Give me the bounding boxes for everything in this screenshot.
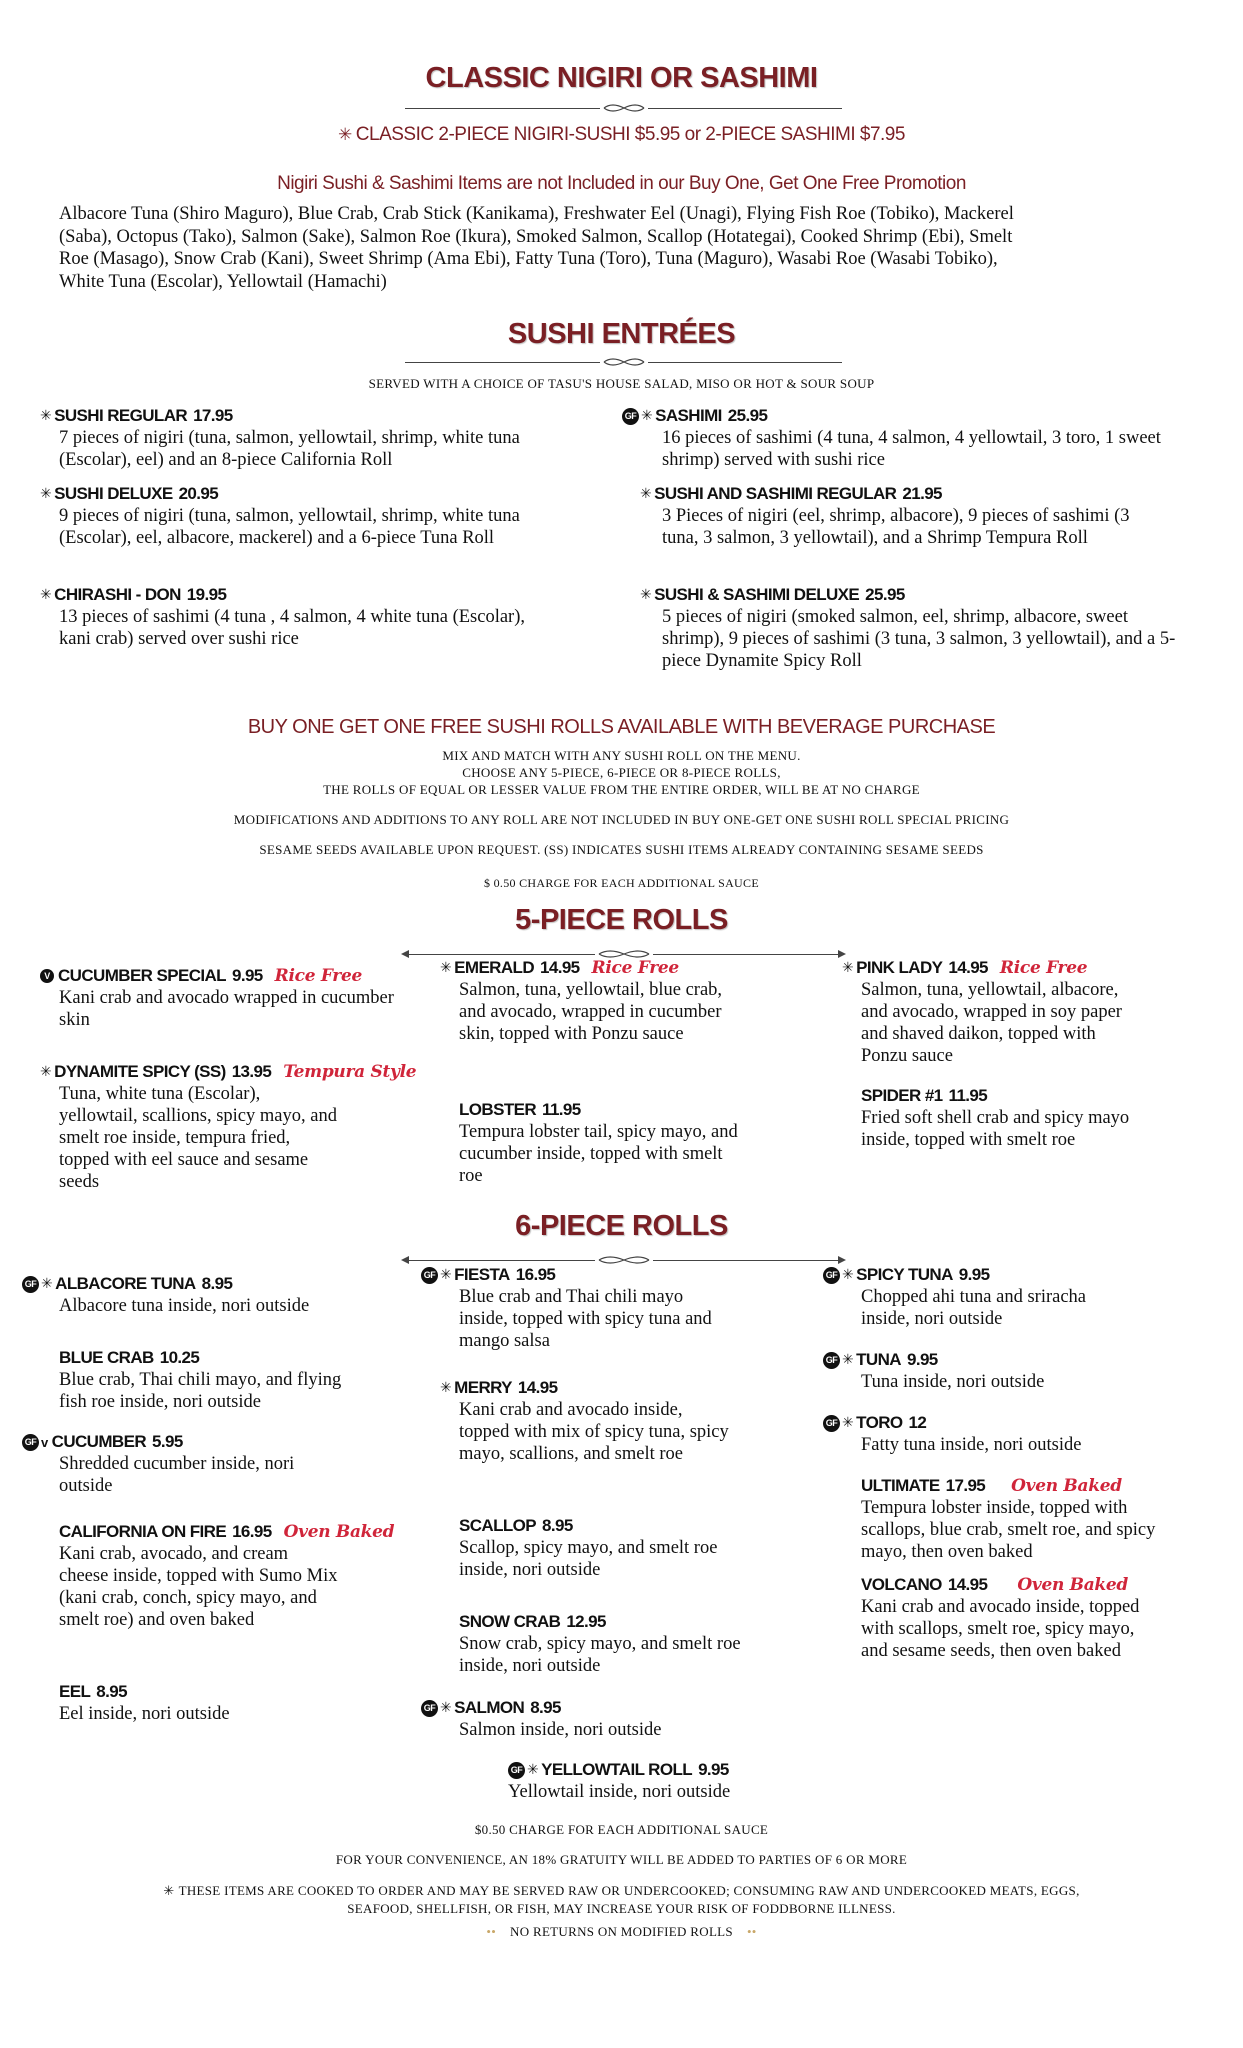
roll-salmon: GF ✳ SALMON 8.95 Salmon inside, nori outside bbox=[421, 1698, 771, 1741]
footer-raw-warning: ✳ THESE ITEMS ARE COOKED TO ORDER AND MAY BE SERVED RAW OR UNDERCOOKED; CONSUMING RAW AND UNDERCOOKED MEATS, EGGS, SEAFOOD, SHELLFISH, OR FISH, MAY INCREASE YOUR RISK OF FODDBORNE ILLNESS. bbox=[163, 1883, 1080, 1916]
snowflake-icon: ✳ bbox=[842, 960, 854, 976]
footer-gratuity: FOR YOUR CONVENIENCE, AN 18% GRATUITY WILL BE ADDED TO PARTIES OF 6 OR MORE bbox=[335, 1852, 908, 1867]
roll-pink-lady: ✳ PINK LADY 14.95 Rice Free Salmon, tuna, yellowtail, albacore, and avocado, wrapped in soy paper and shaved daikon, topped with Ponzu sauce bbox=[842, 958, 1122, 1066]
nigiri-subtitle: ✳ CLASSIC 2-PIECE NIGIRI-SUSHI $5.95 or 2-PIECE SASHIMI $7.95 bbox=[338, 124, 905, 145]
gluten-free-icon: GF bbox=[823, 1415, 840, 1432]
modifications-note: MODIFICATIONS AND ADDITIONS TO ANY ROLL ARE NOT INCLUDED IN BUY ONE-GET ONE SUSHI ROLL SPECIAL PRICING bbox=[233, 812, 1010, 827]
roll-tuna: GF ✳ TUNA 9.95 Tuna inside, nori outside bbox=[823, 1350, 1183, 1393]
roll-merry: ✳ MERRY 14.95 Kani crab and avocado inside, topped with mix of spicy tuna, spicy mayo, scallions, and smelt roe bbox=[440, 1378, 729, 1464]
snowflake-icon: ✳ bbox=[40, 1064, 52, 1080]
dots-ornament-icon: •• bbox=[486, 1924, 497, 1939]
snowflake-icon: ✳ bbox=[41, 1276, 53, 1292]
snowflake-icon: ✳ bbox=[440, 1700, 452, 1716]
roll-snow-crab: SNOW CRAB 12.95 Snow crab, spicy mayo, and smelt roe inside, nori outside bbox=[459, 1612, 741, 1676]
roll-eel: EEL 8.95 Eel inside, nori outside bbox=[59, 1682, 230, 1724]
bogo-promo-rules: MIX AND MATCH WITH ANY SUSHI ROLL ON THE MENU. CHOOSE ANY 5-PIECE, 6-PIECE OR 8-PIECE ROLLS, THE ROLLS OF EQUAL OR LESSER VALUE FROM THE ENTIRE ORDER, WILL BE AT NO CHARGE bbox=[323, 748, 920, 797]
gluten-free-icon: GF bbox=[622, 408, 639, 425]
five-piece-title: 5-PIECE ROLLS bbox=[515, 904, 728, 936]
gluten-free-icon: GF bbox=[421, 1700, 438, 1717]
roll-yellowtail: GF ✳ YELLOWTAIL ROLL 9.95 Yellowtail inside, nori outside bbox=[508, 1760, 731, 1802]
footer-no-returns: •• NO RETURNS ON MODIFIED ROLLS •• bbox=[486, 1924, 757, 1939]
snowflake-icon: ✳ bbox=[842, 1267, 854, 1283]
roll-blue-crab: BLUE CRAB 10.25 Blue crab, Thai chili mayo, and flying fish roe inside, nori outside bbox=[59, 1348, 342, 1412]
snowflake-icon: ✳ bbox=[527, 1762, 539, 1778]
snowflake-icon: ✳ bbox=[338, 125, 352, 145]
gluten-free-icon: GF bbox=[421, 1267, 438, 1284]
roll-emerald: ✳ EMERALD 14.95 Rice Free Salmon, tuna, yellowtail, blue crab, and avocado, wrapped in cucumber skin, topped with Ponzu sauce bbox=[440, 958, 723, 1044]
roll-cucumber: GF v CUCUMBER 5.95 Shredded cucumber inside, nori outside bbox=[22, 1432, 382, 1497]
dots-ornament-icon: •• bbox=[746, 1924, 757, 1939]
snowflake-icon: ✳ bbox=[641, 408, 653, 424]
snowflake-icon: ✳ bbox=[842, 1352, 854, 1368]
footer-sauce-charge: $0.50 CHARGE FOR EACH ADDITIONAL SAUCE bbox=[474, 1822, 769, 1837]
snowflake-icon: ✳ bbox=[842, 1415, 854, 1431]
roll-volcano: VOLCANO 14.95 Oven Baked Kani crab and avocado inside, topped with scallops, smelt roe, spicy mayo, and sesame seeds, then oven baked bbox=[861, 1575, 1140, 1661]
roll-dynamite-spicy: ✳ DYNAMITE SPICY (SS) 13.95 Tempura Style Tuna, white tuna (Escolar), yellowtail, scallions, spicy mayo, and smelt roe inside, tempura fried, topped with eel sauce and sesame seeds bbox=[40, 1062, 417, 1192]
entrees-title: SUSHI ENTRÉES bbox=[507, 318, 736, 350]
roll-spider-1: SPIDER #1 11.95 Fried soft shell crab and spicy mayo inside, topped with smelt roe bbox=[861, 1086, 1130, 1150]
entree-sashimi: GF ✳ SASHIMI 25.95 16 pieces of sashimi (4 tuna, 4 salmon, 4 yellowtail, 3 toro, 1 sweet shrimp) served with sushi rice bbox=[622, 406, 1182, 471]
snowflake-icon: ✳ bbox=[440, 1267, 452, 1283]
roll-california-on-fire: CALIFORNIA ON FIRE 16.95 Oven Baked Kani crab, avocado, and cream cheese inside, topped with Sumo Mix (kani crab, conch, spicy mayo, and smelt roe) and oven baked bbox=[59, 1522, 395, 1630]
entree-sushi-regular: ✳ SUSHI REGULAR 17.95 7 pieces of nigiri (tuna, salmon, yellowtail, shrimp, white tuna (Escolar), eel) and an 8-piece California Roll bbox=[40, 406, 520, 470]
nigiri-promo-note: Nigiri Sushi & Sashimi Items are not Included in our Buy One, Get One Free Promotion bbox=[277, 173, 966, 194]
roll-fiesta: GF ✳ FIESTA 16.95 Blue crab and Thai chili mayo inside, topped with spicy tuna and mango salsa bbox=[421, 1265, 771, 1352]
roll-scallop: SCALLOP 8.95 Scallop, spicy mayo, and smelt roe inside, nori outside bbox=[459, 1516, 718, 1580]
nigiri-divider bbox=[405, 102, 842, 114]
nigiri-title: CLASSIC NIGIRI OR SASHIMI bbox=[425, 62, 818, 94]
entree-sushi-sashimi-deluxe: ✳ SUSHI & SASHIMI DELUXE 25.95 5 pieces of nigiri (smoked salmon, eel, shrimp, albacore, sweet shrimp), 9 pieces of sashimi (3 tuna, 3 salmon, 3 yellowtail), and a 5-piece Dynamite Spicy Roll bbox=[640, 585, 1176, 671]
bogo-promo-title: BUY ONE GET ONE FREE SUSHI ROLLS AVAILABLE WITH BEVERAGE PURCHASE bbox=[247, 716, 996, 738]
snowflake-icon: ✳ bbox=[40, 408, 52, 424]
entrees-divider bbox=[405, 356, 842, 368]
entrees-subtitle: SERVED WITH A CHOICE OF TASU'S HOUSE SALAD, MISO OR HOT & SOUR SOUP bbox=[368, 376, 875, 391]
entree-chirashi-don: ✳ CHIRASHI - DON 19.95 13 pieces of sashimi (4 tuna , 4 salmon, 4 white tuna (Escolar), kani crab) served over sushi rice bbox=[40, 585, 525, 649]
snowflake-icon: ✳ bbox=[440, 960, 452, 976]
snowflake-icon: ✳ bbox=[640, 486, 652, 502]
entree-sushi-sashimi-regular: ✳ SUSHI AND SASHIMI REGULAR 21.95 3 Pieces of nigiri (eel, shrimp, albacore), 9 pieces of sashimi (3 tuna, 3 salmon, 3 yellowtail), and a Shrimp Tempura Roll bbox=[640, 484, 1130, 548]
sauce-charge-note: $ 0.50 CHARGE FOR EACH ADDITIONAL SAUCE bbox=[484, 876, 759, 890]
roll-ultimate: ULTIMATE 17.95 Oven Baked Tempura lobster inside, topped with scallops, blue crab, smelt roe, and spicy mayo, then oven baked bbox=[861, 1476, 1156, 1562]
gluten-free-icon: GF bbox=[22, 1434, 39, 1451]
nigiri-list: Albacore Tuna (Shiro Maguro), Blue Crab, Crab Stick (Kanikama), Freshwater Eel (Unagi), Flying Fish Roe (Tobiko), Mackerel (Saba), Octopus (Tako), Salmon (Sake), Salmon Roe (Ikura), Smoked Salmon, Scallop (Hotategai), Cooked Shrimp (Ebi), Smelt Roe (Masago), Snow Crab (Kani), Sweet Shrimp (Ama Ebi), Fatty Tuna (Toro), Tuna (Maguro), Wasabi Roe (Wasabi Tobiko), White Tuna (Escolar), Yellowtail (Hamachi) bbox=[59, 204, 1014, 292]
six-piece-title: 6-PIECE ROLLS bbox=[515, 1210, 728, 1242]
snowflake-icon: ✳ bbox=[40, 587, 52, 603]
snowflake-icon: ✳ bbox=[40, 486, 52, 502]
gluten-free-icon: GF bbox=[823, 1267, 840, 1284]
gluten-free-icon: GF bbox=[22, 1276, 39, 1293]
vegetarian-icon: V bbox=[40, 969, 54, 983]
snowflake-icon: ✳ bbox=[440, 1380, 452, 1396]
vegetarian-icon: v bbox=[41, 1434, 48, 1450]
gluten-free-icon: GF bbox=[823, 1352, 840, 1369]
roll-albacore-tuna: GF ✳ ALBACORE TUNA 8.95 Albacore tuna inside, nori outside bbox=[22, 1274, 382, 1317]
entree-sushi-deluxe: ✳ SUSHI DELUXE 20.95 9 pieces of nigiri (tuna, salmon, yellowtail, shrimp, white tuna (Escolar), eel, albacore, mackerel) and a 6-piece Tuna Roll bbox=[40, 484, 520, 548]
snowflake-icon: ✳ bbox=[640, 587, 652, 603]
sesame-note: SESAME SEEDS AVAILABLE UPON REQUEST. (SS) INDICATES SUSHI ITEMS ALREADY CONTAINING SESAME SEEDS bbox=[259, 842, 984, 857]
roll-toro: GF ✳ TORO 12 Fatty tuna inside, nori outside bbox=[823, 1413, 1183, 1456]
snowflake-icon: ✳ bbox=[163, 1884, 175, 1899]
roll-cucumber-special: V CUCUMBER SPECIAL 9.95 Rice Free Kani crab and avocado wrapped in cucumber skin bbox=[40, 966, 400, 1031]
gluten-free-icon: GF bbox=[508, 1762, 525, 1779]
roll-lobster: LOBSTER 11.95 Tempura lobster tail, spicy mayo, and cucumber inside, topped with smelt roe bbox=[459, 1100, 738, 1186]
roll-spicy-tuna: GF ✳ SPICY TUNA 9.95 Chopped ahi tuna and sriracha inside, nori outside bbox=[823, 1265, 1183, 1330]
